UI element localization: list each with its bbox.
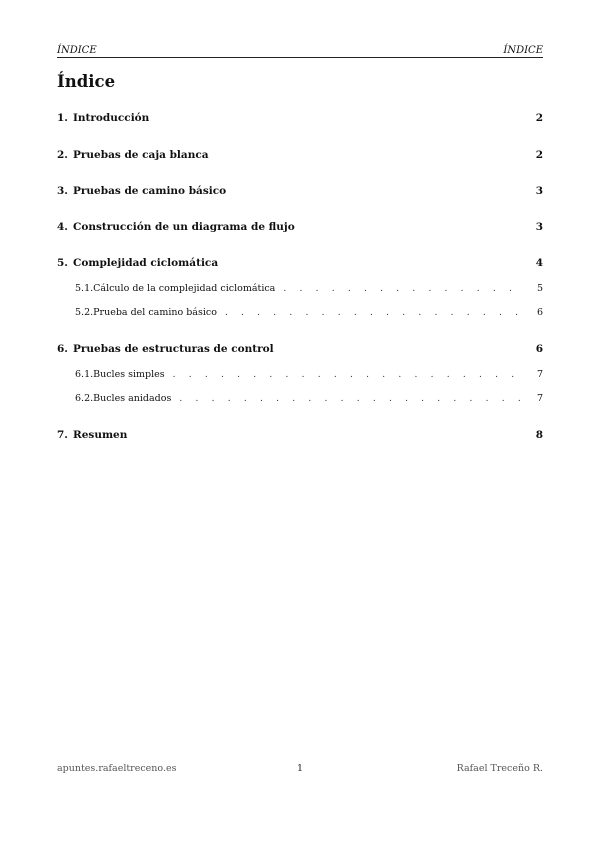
running-header xyxy=(57,42,543,58)
toc-label: Bucles anidados xyxy=(93,393,172,404)
toc-page-number: 6 xyxy=(536,307,543,318)
toc-label: Pruebas de estructuras de control xyxy=(73,343,274,355)
footer-author: Rafael Treceño R. xyxy=(456,763,543,774)
toc-page-number: 7 xyxy=(536,369,543,380)
footer-page-number: 1 xyxy=(296,763,304,774)
page-title: Índice xyxy=(57,72,116,91)
toc-label: Prueba del camino básico xyxy=(93,307,217,318)
toc-page-number: 6 xyxy=(535,343,543,355)
toc-page-number: 8 xyxy=(535,429,543,441)
toc-entry-complejidad-ciclomatica[interactable] xyxy=(57,257,543,269)
toc-label: Introducción xyxy=(73,112,150,124)
toc-entry-introduccion[interactable] xyxy=(57,112,543,124)
toc-entry-resumen[interactable] xyxy=(57,429,543,441)
toc-label: Resumen xyxy=(73,429,128,441)
toc-entry-pruebas-camino-basico[interactable] xyxy=(57,185,543,197)
toc-number: 7. xyxy=(57,429,68,441)
toc-label: Construcción de un diagrama de flujo xyxy=(73,221,295,233)
toc-number: 5. xyxy=(57,257,68,269)
toc-page-number: 4 xyxy=(535,257,543,269)
dot-leader xyxy=(179,394,521,404)
toc-entry-estructuras-control[interactable] xyxy=(57,343,543,355)
toc-entry-pruebas-caja-blanca[interactable] xyxy=(57,149,543,161)
toc-entry-bucles-anidados[interactable] xyxy=(75,393,543,404)
toc-label: Cálculo de la complejidad ciclomática xyxy=(93,283,276,294)
toc-entry-calculo-complejidad[interactable] xyxy=(75,283,543,294)
toc-number: 6.1. xyxy=(75,369,94,380)
toc-page-number: 2 xyxy=(535,112,543,124)
toc-number: 1. xyxy=(57,112,68,124)
toc-number: 6.2. xyxy=(75,393,94,404)
toc-label: Complejidad ciclomática xyxy=(73,257,219,269)
toc-number: 3. xyxy=(57,185,68,197)
dot-leader xyxy=(283,284,521,294)
toc-entry-diagrama-flujo[interactable] xyxy=(57,221,543,233)
toc-page-number: 5 xyxy=(536,283,543,294)
page-footer xyxy=(57,763,543,774)
toc-number: 5.1. xyxy=(75,283,94,294)
toc-page-number: 3 xyxy=(535,221,543,233)
footer-website: apuntes.rafaeltreceno.es xyxy=(57,763,177,774)
toc-label: Bucles simples xyxy=(93,369,165,380)
header-left: ÍNDICE xyxy=(57,45,97,56)
toc-number: 4. xyxy=(57,221,68,233)
toc-label: Pruebas de camino básico xyxy=(73,185,227,197)
toc-number: 6. xyxy=(57,343,68,355)
toc-page-number: 3 xyxy=(535,185,543,197)
toc-page-number: 2 xyxy=(535,149,543,161)
header-right: ÍNDICE xyxy=(503,45,543,56)
toc-page-number: 7 xyxy=(536,393,543,404)
toc-label: Pruebas de caja blanca xyxy=(73,149,209,161)
toc-entry-prueba-camino-basico[interactable] xyxy=(75,307,543,318)
dot-leader xyxy=(173,370,521,380)
toc-number: 5.2. xyxy=(75,307,94,318)
toc-entry-bucles-simples[interactable] xyxy=(75,369,543,380)
dot-leader xyxy=(225,308,521,318)
toc-number: 2. xyxy=(57,149,68,161)
